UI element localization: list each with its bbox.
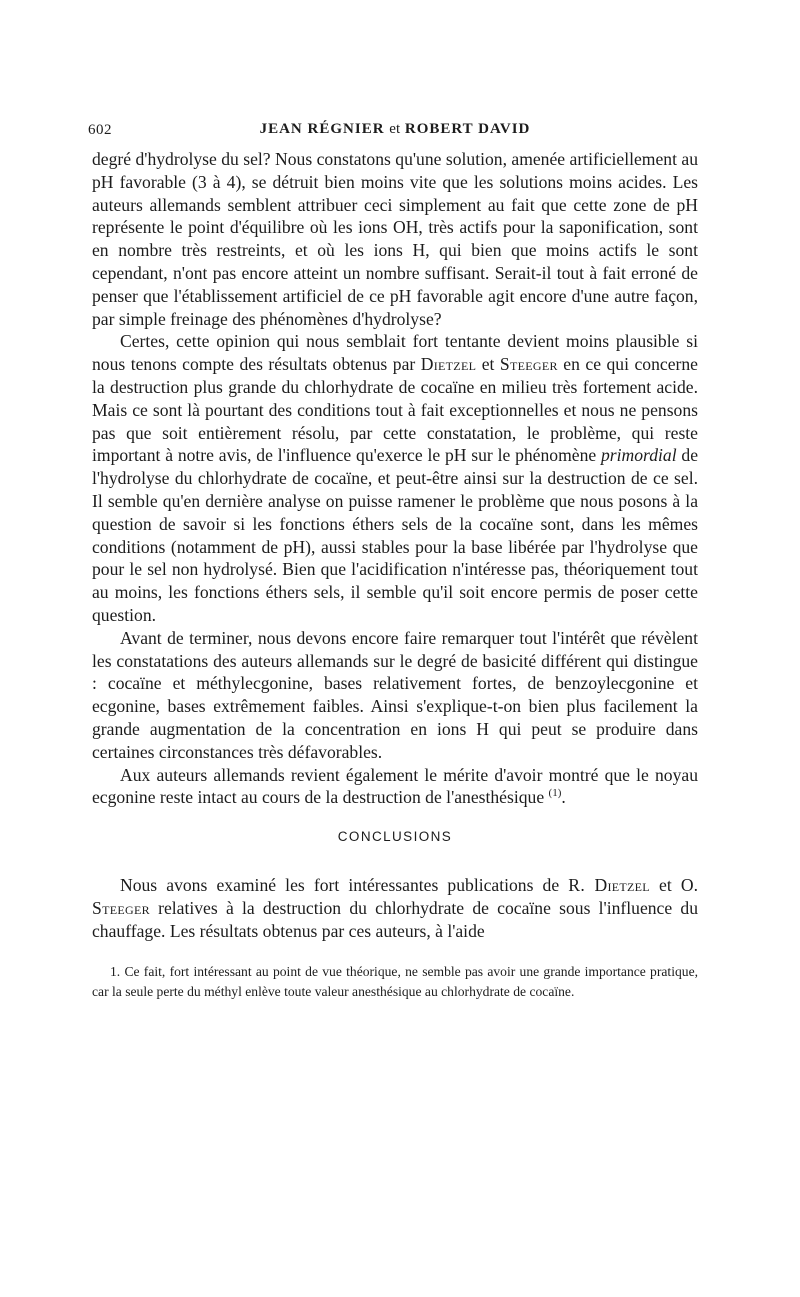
conjunction: et [389, 121, 401, 137]
author-citation: Dietzel [420, 354, 477, 375]
paragraph-hydrolysis: degré d'hydrolyse du sel? Nous constatons qu'une solution, amenée artificiellement au pH favorable (3 à 4), se détruit bien moins vite que les solutions moins acides. Les auteurs allemands semblent attribuer ceci simplement au fait que cette zone de pH représente le point d'équilibre où les ions OH, très actifs pour la saponification, sont en nombre très restreints, et où les ions H, qui bien que moins actifs le sont cependant, n'ont pas encore atteint un nombre suffisant. Serait-il tout à fait erroné de penser que l'établissement artificiel de ce pH favorable agit encore d'une autre façon, par simple freinage des phénomènes d'hydrolyse? [92, 149, 698, 329]
author-citation: Steeger [499, 354, 558, 375]
paragraph-text: Certes, cette opinion qui nous semblait fort tentante devient moins plausible si nous tenons compte des résultats obtenus par [92, 331, 698, 375]
section-heading-conclusions: CONCLUSIONS [337, 829, 453, 845]
page [88, 118, 698, 1015]
footnote: 1. Ce fait, fort intéressant au point de vue théorique, ne semble pas avoir une grande importance pratique, car la seule perte du méthyl enlève toute valeur anesthésique au chlorhydrate de cocaïne. [92, 963, 698, 999]
paragraph-text: Aux auteurs allemands revient également le mérite d'avoir montré que le noyau ecgonine reste intact au cours de la destruction de l'anesthésique [92, 764, 698, 808]
running-title [92, 121, 698, 138]
paragraph-text: de l'hydrolyse du chlorhydrate de cocaïne, et peut-être ainsi sur la destruction de ce sel. Il semble qu'en dernière analyse on puisse ramener le problème que nous posons à la question de savoir si les fonctions éthers sels de la cocaïne sont, dans les mêmes conditions (notamment de pH), aussi stables pour la base libérée par l'hydrolyse que pour le sel non hydrolysé. Bien que l'acidification n'intéresse pas, théoriquement tout au moins, les fonctions éthers sels, il semble qu'il soit encore permis de poser cette question. [92, 445, 698, 625]
running-head [88, 118, 698, 148]
author-citation: R. Dietzel [568, 875, 650, 896]
paragraph-conclusions [92, 874, 698, 942]
italic-term: primordial [600, 445, 677, 466]
author-name: ROBERT DAVID [404, 121, 531, 137]
paragraph-text: Nous avons examiné les fort intéressantes publications de [120, 875, 569, 896]
paragraph-basicity: Avant de terminer, nous devons encore faire remarquer tout l'intérêt que révèlent les constatations des auteurs allemands sur le degré de basicité différent qui distingue : cocaïne et méthylecgonine, bases relativement fortes, de benzoylecgonine et ecgonine, bases extrêmement faibles. Ainsi s'explique-t-on bien plus facilement la grande augmentation de la concentration en ions H qui peut se produire dans certaines circonstances très défavorables. [92, 627, 698, 762]
paragraph-text: et O. [649, 875, 698, 896]
author-citation: Steeger [92, 897, 150, 918]
paragraph-text: et [476, 354, 500, 375]
paragraph-text: . [561, 787, 566, 808]
paragraph-ecgonine [92, 764, 698, 810]
paragraph-text: relatives à la destruction du chlorhydrate de cocaïne sous l'influence du chauffage. Les résultats obtenus par ces auteurs, à l'aide [92, 897, 698, 941]
page-number: 602 [88, 122, 112, 138]
author-name: JEAN RÉGNIER [259, 121, 385, 137]
footnote-reference: (1) [548, 787, 562, 800]
paragraph-certes [92, 330, 698, 626]
paragraph-text: en ce qui concerne la destruction plus grande du chlorhydrate de cocaïne en milieu très fortement acide. Mais ce sont là pourtant des conditions tout à fait exceptionnelles et nous ne pensons pas que soit entièrement résolu, par cette constatation, le problème, qui reste important à notre avis, de l'influence qu'exerce le pH sur le phénomène [92, 354, 698, 466]
